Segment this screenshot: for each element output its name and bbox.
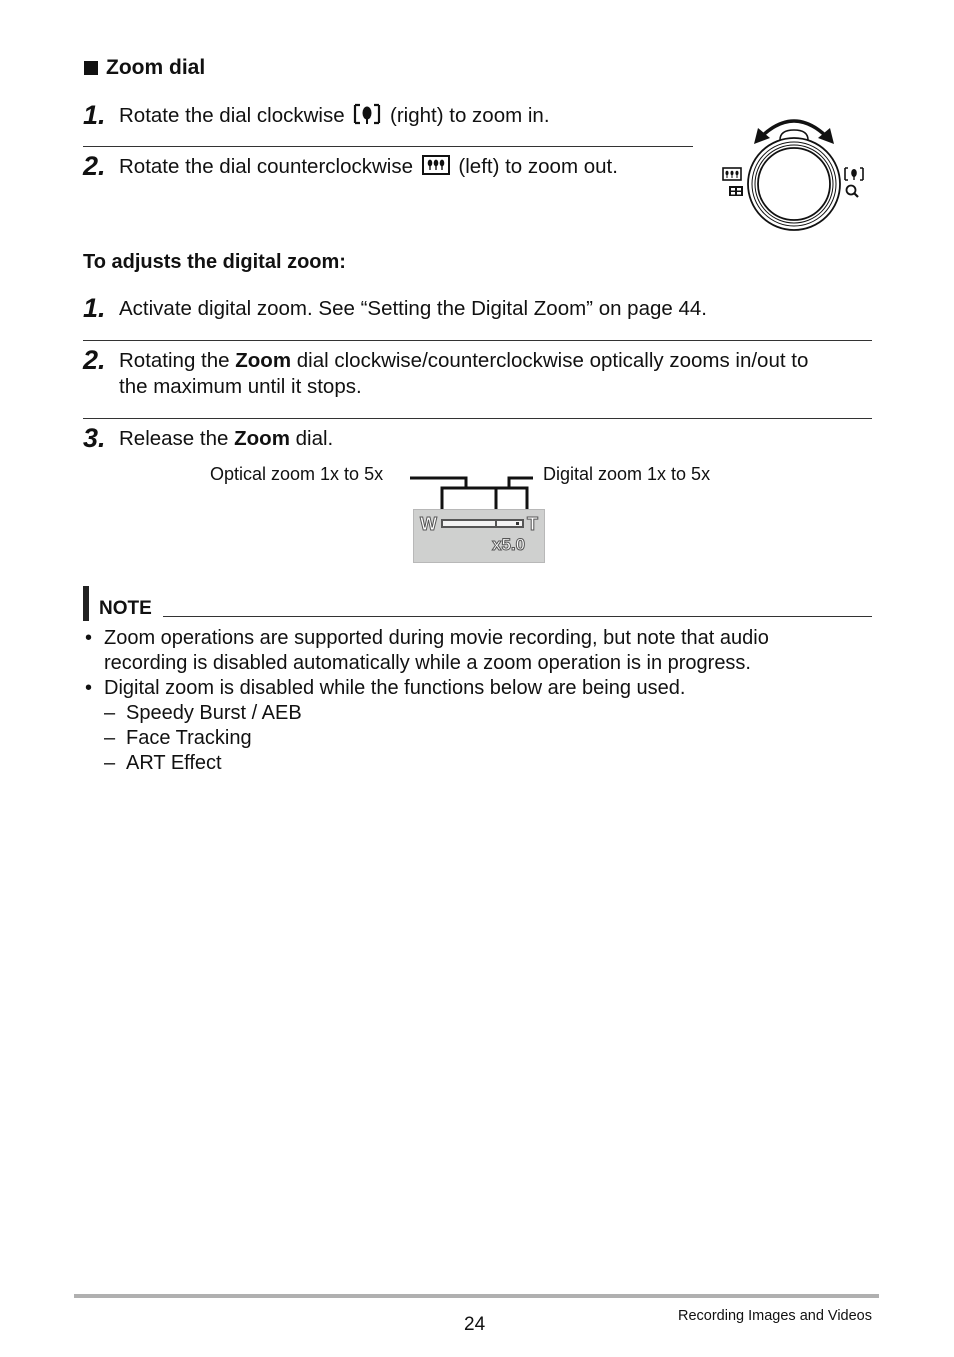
zoom-bar-marker [516,522,519,525]
zoom-step-2 [119,154,618,183]
note-sub-item-1-text: Speedy Burst / AEB [126,702,302,724]
note-sub-item-2-text: Face Tracking [126,727,252,749]
zoom-step-1 [119,103,550,132]
zoom-step-1-after: (right) to zoom in. [390,104,550,127]
zoom-bar-track [441,519,524,528]
note-bullet-2-line1: Digital zoom is disabled while the functions below are being used. [104,677,686,699]
digital-step-3-pre: Release the [119,427,229,450]
zoom-indicator-screen [413,509,545,563]
zoom-dial-heading [84,55,205,81]
note-bullet-1 [85,626,769,651]
page-number: 24 [464,1314,486,1335]
footer-section-title: Recording Images and Videos [678,1308,872,1324]
dash-marker: – [104,752,116,774]
divider [83,146,693,147]
zoom-step-2-before: Rotate the dial counterclockwise [119,155,413,178]
digital-step-3-post: dial. [295,427,334,450]
digital-step-2-pre: Rotating the [119,349,230,372]
zoom-step-1-before: Rotate the dial clockwise [119,104,345,127]
dash-marker: – [104,702,116,724]
zoom-step-2-after: (left) to zoom out. [458,155,618,178]
digital-step-2 [119,348,808,374]
zoom-dial-heading-text: Zoom dial [106,56,206,79]
divider [83,340,872,341]
digital-step-2-bold: Zoom [235,349,292,372]
wide-angle-icon [421,154,451,183]
digital-step-3 [119,426,333,452]
digital-step-1: Activate digital zoom. See “Setting the Digital Zoom” on page 44. [119,297,707,320]
bullet-dot: • [85,677,93,699]
note-bullet-2 [85,676,685,701]
zoom-magnification: x5.0 [492,535,526,554]
zoom-bar-divider [495,519,497,528]
footer-rule [74,1294,879,1298]
divider [83,418,872,419]
digital-zoom-heading: To adjusts the digital zoom: [83,251,346,273]
note-sub-item-3-text: ART Effect [126,752,222,774]
digital-step-number-2: 2. [83,345,106,375]
telephoto-icon [352,103,382,132]
digital-step-2-post: dial clockwise/counterclockwise optically zooms in/out to [296,349,809,372]
note-sub-item-3 [104,751,222,776]
zoom-dial-illustration [718,110,870,232]
digital-step-2-line2: the maximum until it stops. [119,375,362,398]
digital-step-number-3: 3. [83,423,106,453]
note-sub-item-1 [104,701,302,726]
optical-zoom-label: Optical zoom 1x to 5x [210,464,384,484]
zoom-wide-letter: W [420,514,437,534]
note-divider [163,616,872,617]
note-title: NOTE [99,598,152,619]
zoom-tele-letter: T [527,514,538,534]
note-sub-item-2 [104,726,252,751]
note-bar-marker [83,586,89,621]
digital-step-number-1: 1. [83,293,106,323]
square-bullet-icon [84,61,98,75]
zoom-step-number-2: 2. [83,151,106,181]
digital-step-3-bold: Zoom [234,427,290,450]
zoom-step-number-1: 1. [83,100,106,130]
note-bullet-1-line1: Zoom operations are supported during movie recording, but note that audio [104,627,769,649]
digital-zoom-label: Digital zoom 1x to 5x [543,464,711,484]
bullet-dot: • [85,627,93,649]
note-bullet-1-line2: recording is disabled automatically while a zoom operation is in progress. [104,652,751,674]
dash-marker: – [104,727,116,749]
